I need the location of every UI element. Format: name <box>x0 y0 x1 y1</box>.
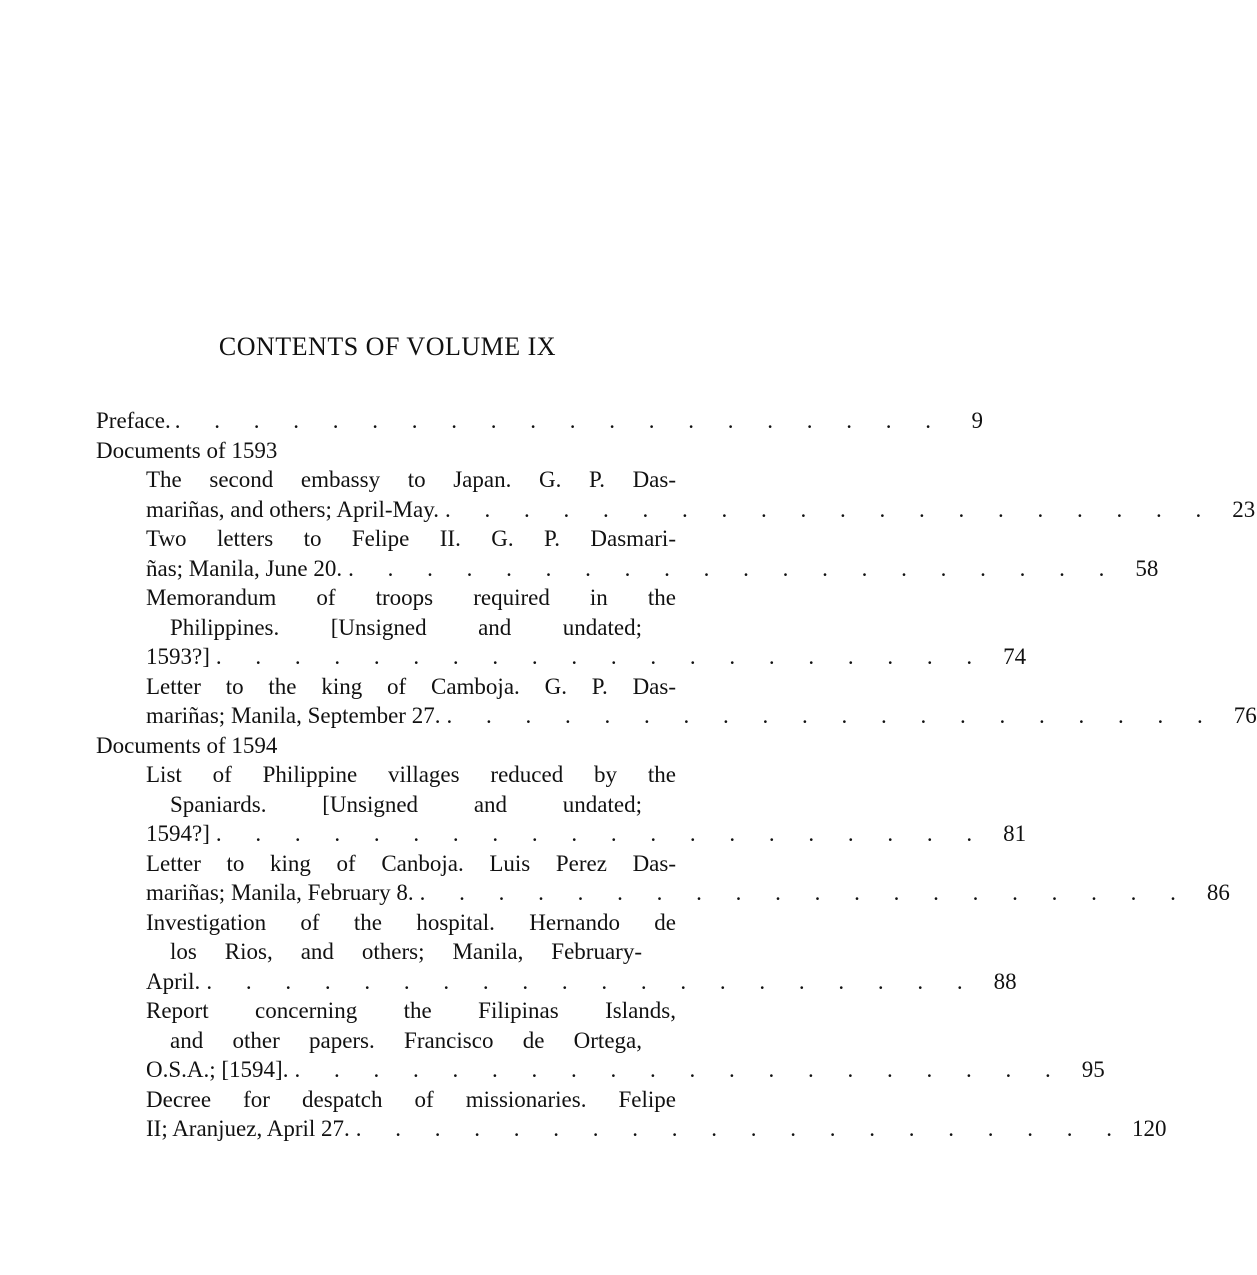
toc-page-number: 74 <box>1003 644 1027 669</box>
toc-entry-title-line: Decree for despatch of missionaries. Felipe <box>146 1086 676 1112</box>
toc-entry-final-text: mariñas; Manila, September 27. <box>146 703 441 728</box>
toc-entry <box>96 908 1017 997</box>
table-of-contents <box>96 406 1257 1144</box>
toc-entry-final-line <box>146 701 1257 731</box>
toc-page-number: 86 <box>1206 880 1230 905</box>
toc-entry-list <box>96 760 1230 1144</box>
toc-entry-final-text: 1593?] <box>146 644 210 669</box>
leader-dots: . . . . . . . . . . . . . . . . . . . . <box>294 1057 1065 1082</box>
toc-entry-continuation-line: Spaniards. [Unsigned and undated; <box>170 791 642 817</box>
toc-entry-final-line <box>146 967 1017 997</box>
toc-entry <box>96 583 1027 672</box>
toc-entry-final-line <box>146 642 1027 672</box>
toc-page-number: 95 <box>1081 1057 1105 1082</box>
toc-entry-title-line: Letter to king of Canboja. Luis Perez Das- <box>146 850 676 876</box>
leader-dots: . . . . . . . . . . . . . . . . . . . . <box>419 880 1190 905</box>
toc-entry-title-line: The second embassy to Japan. G. P. Das- <box>146 467 676 492</box>
toc-section-heading: Documents of 1593 <box>96 437 278 463</box>
toc-entry-title-line: List of Philippine villages reduced by the <box>146 762 676 787</box>
leader-dots: . . . . . . . . . . . . . . . . . . . . <box>446 703 1217 728</box>
toc-entry-final-line <box>146 819 1027 849</box>
leader-dots: . . . . . . . . . . . . . . . . . . . . <box>444 496 1216 522</box>
toc-entry-continuation-line: Philippines. [Unsigned and undated; <box>170 614 642 640</box>
toc-entry <box>96 465 1256 524</box>
leader-dots: . . . . . . . . . . . . . . . . . . . . <box>348 555 1119 581</box>
toc-section-heading: Documents of 1594 <box>96 732 278 758</box>
toc-entry-final-line <box>146 554 1159 584</box>
toc-page-number: 58 <box>1135 555 1159 581</box>
toc-page-number: 88 <box>993 968 1017 994</box>
toc-entry <box>96 1085 1167 1144</box>
toc-page-number: 81 <box>1003 821 1027 846</box>
leader-dots: . . . . . . . . . . . . . . . . . . . . <box>206 968 977 994</box>
toc-entry-title-line: Investigation of the hospital. Hernando de <box>146 909 676 935</box>
page-title: CONTENTS OF VOLUME IX <box>218 332 557 361</box>
toc-section-1593 <box>96 436 1257 731</box>
leader-dots: . . . . . . . . . . . . . . . . . . . . <box>355 1116 1127 1141</box>
toc-page-number: 9 <box>971 408 983 433</box>
toc-entry-final-text: ñas; Manila, June 20. <box>146 555 343 581</box>
toc-entry-preface <box>96 406 983 436</box>
toc-entry-list <box>96 465 1257 731</box>
toc-entry-final-text: mariñas; Manila, February 8. <box>146 880 414 905</box>
toc-entry-final-text: O.S.A.; [1594]. <box>146 1057 289 1082</box>
toc-entry-continuation-line: and other papers. Francisco de Ortega, <box>170 1027 642 1053</box>
toc-section-1594 <box>96 731 1230 1144</box>
toc-entry <box>96 996 1105 1085</box>
toc-entry-title-line: Two letters to Felipe II. G. P. Dasmari- <box>146 526 676 551</box>
toc-entry-label: Preface. <box>96 408 171 433</box>
toc-entry <box>96 672 1257 731</box>
toc-entry-final-line <box>146 1055 1105 1085</box>
toc-entry-final-text: mariñas, and others; April-May. <box>146 496 439 522</box>
toc-entry-title-line: Memorandum of troops required in the <box>146 585 676 610</box>
toc-entry-title-line: Report concerning the Filipinas Islands, <box>146 998 676 1023</box>
leader-dots: . . . . . . . . . . . . . . . . . . . . <box>215 821 987 846</box>
toc-entry <box>96 849 1230 908</box>
toc-entry-final-line <box>146 1114 1167 1144</box>
toc-page-number: 120 <box>1132 1116 1167 1141</box>
toc-entry-final-text: II; Aranjuez, April 27. <box>146 1116 350 1141</box>
toc-entry-final-line <box>146 495 1256 525</box>
toc-entry-final-text: April. <box>146 968 201 994</box>
toc-entry-title-line: Letter to the king of Camboja. G. P. Das- <box>146 673 676 699</box>
leader-dots: . . . . . . . . . . . . . . . . . . . . <box>215 644 987 669</box>
toc-entry-continuation-line: los Rios, and others; Manila, February- <box>170 939 642 964</box>
toc-entry-final-text: 1594?] <box>146 821 210 846</box>
toc-entry <box>96 524 1159 583</box>
toc-entry-final-line <box>146 878 1230 908</box>
toc-entry <box>96 760 1027 849</box>
toc-page-number: 76 <box>1233 703 1257 728</box>
leader-dots: . . . . . . . . . . . . . . . . . . . . <box>174 408 945 433</box>
toc-page-number: 23 <box>1232 496 1256 522</box>
